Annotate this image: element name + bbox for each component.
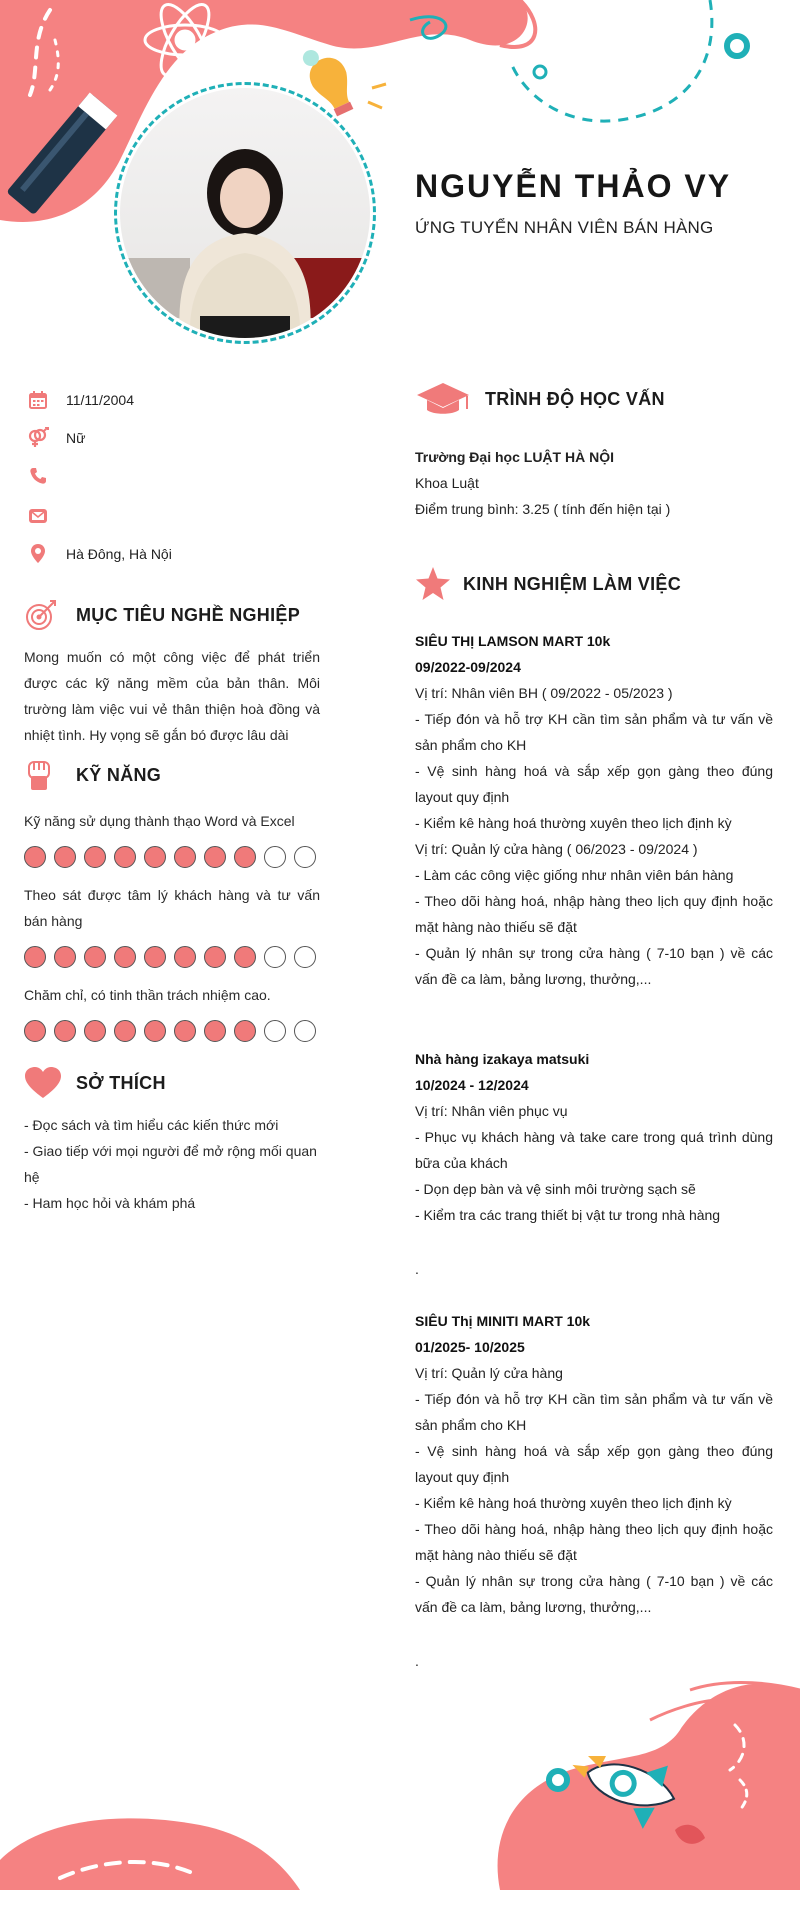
graduation-cap-icon [415, 381, 471, 417]
rating-dot-empty [264, 946, 286, 968]
rating-dot-filled [144, 846, 166, 868]
job-line: - Theo dõi hàng hoá, nhập hàng theo lịch quy định hoặc mặt hàng nào thiếu sẽ đặt [415, 893, 773, 935]
job-line: - Kiểm kê hàng hoá thường xuyên theo lịch định kỳ [415, 1495, 732, 1511]
rating-dot-filled [24, 946, 46, 968]
skill-rating-3 [24, 1020, 324, 1042]
rating-dot-filled [54, 846, 76, 868]
rating-dot-filled [234, 946, 256, 968]
job-line: - Tiếp đón và hỗ trợ KH cần tìm sản phẩm và tư vấn về sản phẩm cho KH [415, 1391, 773, 1433]
job-line: - Làm các công việc giống như nhân viên bán hàng [415, 867, 734, 883]
job-line: - Vệ sinh hàng hoá và sắp xếp gọn gàng theo đúng layout quy định [415, 763, 773, 805]
hobbies-title: SỞ THÍCH [76, 1072, 166, 1093]
career-goal-heading [24, 598, 300, 632]
gender-text: Nữ [66, 430, 86, 446]
education-faculty: Khoa Luật [415, 475, 479, 491]
rating-dot-filled [24, 846, 46, 868]
calendar-icon [26, 388, 50, 412]
skill-label-3: Chăm chỉ, có tinh thần trách nhiệm cao. [24, 987, 271, 1003]
job-trailing-mark: . [415, 1653, 419, 1669]
job-line: Vị trí: Quản lý cửa hàng ( 06/2023 - 09/2024 ) [415, 841, 698, 857]
experience-title: KINH NGHIỆM LÀM VIỆC [463, 573, 682, 594]
candidate-role: ỨNG TUYỂN NHÂN VIÊN BÁN HÀNG [415, 218, 714, 237]
rating-dot-filled [174, 1020, 196, 1042]
job-block [415, 1308, 773, 1674]
experience-heading [415, 566, 681, 602]
rating-dot-filled [84, 1020, 106, 1042]
skill-label-2: Theo sát được tâm lý khách hàng và tư vấn bán hàng [24, 887, 320, 929]
address-text: Hà Đông, Hà Nội [66, 546, 172, 562]
job-line: Vị trí: Nhân viên BH ( 09/2022 - 05/2023 ) [415, 685, 673, 701]
rating-dot-filled [24, 1020, 46, 1042]
phone-icon [26, 464, 50, 488]
skill-rating-2 [24, 946, 324, 968]
rating-dot-filled [54, 946, 76, 968]
job-line: Vị trí: Quản lý cửa hàng [415, 1365, 563, 1381]
skills-heading [24, 758, 161, 792]
contact-phone [26, 464, 66, 488]
rating-dot-filled [204, 846, 226, 868]
hobbies-heading [24, 1066, 166, 1100]
rating-dot-filled [174, 946, 196, 968]
job-line: - Phục vụ khách hàng và take care trong quá trình dùng bữa của khách [415, 1129, 773, 1171]
footer-decoration [0, 1660, 800, 1907]
location-icon [26, 542, 50, 566]
job-line: Vị trí: Nhân viên phục vụ [415, 1103, 568, 1119]
fist-icon [24, 758, 58, 792]
job-line: - Kiểm kê hàng hoá thường xuyên theo lịch định kỳ [415, 815, 732, 831]
rating-dot-filled [84, 946, 106, 968]
job-company: SIÊU THỊ LAMSON MART 10k [415, 633, 611, 649]
rating-dot-empty [264, 1020, 286, 1042]
job-trailing-mark: . [415, 1261, 419, 1277]
rating-dot-filled [234, 846, 256, 868]
job-period: 10/2024 - 12/2024 [415, 1077, 529, 1093]
rating-dot-filled [234, 1020, 256, 1042]
job-line: - Dọn dẹp bàn và vệ sinh môi trường sạch sẽ [415, 1181, 696, 1197]
rating-dot-filled [114, 1020, 136, 1042]
rating-dot-empty [294, 1020, 316, 1042]
rating-dot-filled [174, 846, 196, 868]
star-icon [415, 566, 451, 602]
rating-dot-filled [84, 846, 106, 868]
heart-icon [24, 1066, 62, 1100]
job-company: SIÊU Thị MINITI MART 10k [415, 1313, 591, 1329]
gender-icon [26, 426, 50, 450]
job-block [415, 628, 773, 992]
contact-birthday [26, 388, 134, 412]
education-heading [415, 381, 665, 417]
hobby-item: - Đọc sách và tìm hiểu các kiến thức mới [24, 1117, 279, 1133]
job-block [415, 1046, 773, 1282]
contact-email [26, 504, 66, 528]
job-line: - Kiểm tra các trang thiết bị vật tư trong nhà hàng [415, 1207, 721, 1223]
target-icon [24, 598, 58, 632]
skill-label-1: Kỹ năng sử dụng thành thạo Word và Excel [24, 813, 295, 829]
education-school: Trường Đại học LUẬT HÀ NỘI [415, 449, 614, 465]
birthday-text: 11/11/2004 [66, 392, 134, 408]
rating-dot-filled [114, 846, 136, 868]
rating-dot-filled [54, 1020, 76, 1042]
job-line: - Tiếp đón và hỗ trợ KH cần tìm sản phẩm và tư vấn về sản phẩm cho KH [415, 711, 773, 753]
rating-dot-filled [204, 1020, 226, 1042]
job-period: 01/2025- 10/2025 [415, 1339, 525, 1355]
rating-dot-empty [294, 846, 316, 868]
skills-title: KỸ NĂNG [76, 764, 162, 785]
education-title: TRÌNH ĐỘ HỌC VẤN [485, 388, 665, 409]
hobby-item: - Giao tiếp với mọi người để mở rộng mối quan hệ [24, 1143, 317, 1185]
mail-icon [26, 504, 50, 528]
job-line: - Vệ sinh hàng hoá và sắp xếp gọn gàng theo đúng layout quy định [415, 1443, 773, 1485]
rating-dot-empty [294, 946, 316, 968]
job-period: 09/2022-09/2024 [415, 659, 521, 675]
career-goal-text: Mong muốn có một công việc để phát triển được các kỹ năng mềm của bản thân. Môi trường làm việc vui vẻ thân thiện hoà đồng và nhiệt tình. Hy vọng sẽ gắn bó được lâu dài [24, 649, 320, 743]
rating-dot-filled [204, 946, 226, 968]
job-company: Nhà hàng izakaya matsuki [415, 1051, 590, 1067]
rating-dot-filled [144, 1020, 166, 1042]
rating-dot-filled [144, 946, 166, 968]
hobby-item: - Ham học hỏi và khám phá [24, 1195, 196, 1211]
job-line: - Theo dõi hàng hoá, nhập hàng theo lịch quy định hoặc mặt hàng nào thiếu sẽ đặt [415, 1521, 773, 1563]
career-goal-title: MỤC TIÊU NGHỀ NGHIỆP [76, 604, 301, 625]
education-gpa: Điểm trung bình: 3.25 ( tính đến hiện tại ) [415, 501, 671, 517]
skill-rating-1 [24, 846, 324, 868]
job-line: - Quản lý nhân sự trong cửa hàng ( 7-10 bạn ) về các vấn đề ca làm, bảng lương, thưởng,... [415, 945, 773, 987]
avatar [120, 88, 370, 338]
contact-address [26, 542, 172, 566]
rating-dot-filled [114, 946, 136, 968]
rating-dot-empty [264, 846, 286, 868]
candidate-name: NGUYỄN THẢO VY [415, 168, 732, 204]
job-line: - Quản lý nhân sự trong cửa hàng ( 7-10 bạn ) về các vấn đề ca làm, bảng lương, thưởng,... [415, 1573, 773, 1615]
contact-gender [26, 426, 85, 450]
